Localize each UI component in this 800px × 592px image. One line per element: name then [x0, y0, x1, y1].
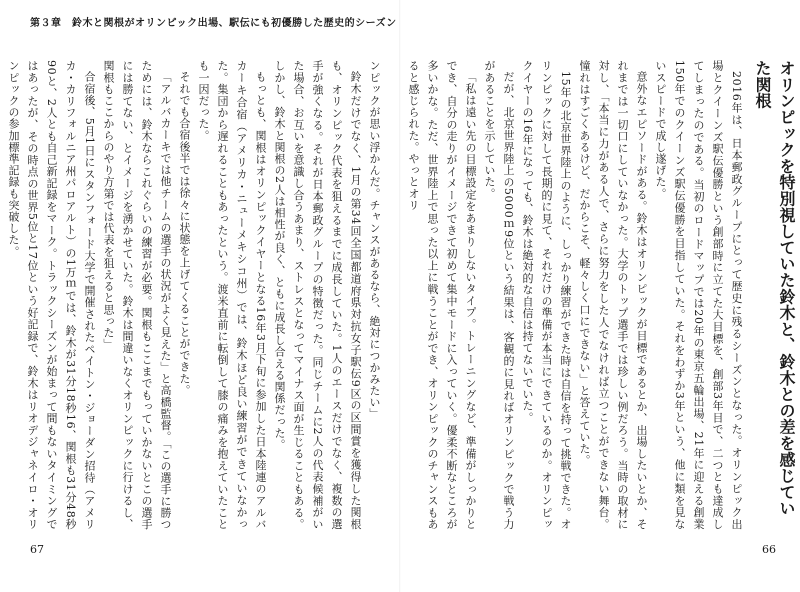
left-paragraph-1: ンピックが思い浮かんだ。チャンスがあるなら、絶対につかみたい」	[368, 60, 381, 420]
left-page-body	[7, 60, 384, 530]
left-paragraph-2: 鈴木だけでなく、1月の第34回全国都道府県対抗女子駅伝9区の区間賞を獲得した関根も、オリンピック代表を狙えるまでに成長していた。1人のエースだけでなく、複数の選手が強くなる。それが日本郵政グループの特徴だった。同じチームに2人の代表候補がいた場合、お互いを意識し合うあまり、ストレスとなってマイナス面が生じることもある。しかし、鈴木と関根の2人は相性が良く、ともに成長し合える関係だった。	[273, 60, 362, 530]
right-paragraph-2: 意外なエピソードがある。鈴木はオリンピックが目標であるとか、出場したいとか、それまでは一切口にしていなかった。大学のトップ選手では珍しい例だろう。当時の取材に対し、「本当に力がある人で、さらに努力をした人でなければ立つことができない舞台。憧れはすごくあるけど、だからこそ、軽々しく口にできない」と答えていた。	[578, 60, 648, 530]
right-page-body	[407, 60, 746, 531]
chapter-header: 第３章 鈴木と関根がオリンピック出場、駅伝にも初優勝した歴史的シーズン	[30, 18, 397, 29]
right-paragraph-5: 「私は遠い先の目標設定をあまりしないタイプ。トレーニングなど、準備がしっかりとでき、自分の走りがイメージできて初めて集中モードに入っていく。優柔不断なところが多いかな。ただ、世界陸上で思った以上に戦うことができ、オリンピックのチャンスもあると感じられた。やっとオリ	[407, 60, 477, 530]
section-title: オリンピックを特別視していた鈴木と、鈴木との差を感じていた関根	[753, 60, 796, 517]
right-paragraph-4: だが、北京世界陸上の5000ｍ9位という結果は、客観的に見ればオリンピックで戦う力があることを示していた。	[483, 60, 515, 530]
right-page	[400, 0, 800, 592]
page-number-right: 66	[762, 543, 776, 556]
right-paragraph-1: 2016年は、日本郵政グループにとって歴史に残るシーズンとなった。オリンピック出場とクイーンズ駅伝優勝という創部時に立てた大目標を、創部3年目で、二つとも達成してしまったのである。当初のロードマップでは20年の東京五輪出場、21年に迎える創業150年でのクイーンズ駅伝優勝を目指していた。それをわずか3年という、他に類を見ないスピードで成し遂げた。	[654, 60, 743, 531]
left-paragraph-3: もっとも、関根はオリンピックイヤーとなる16年3月下旬に参加した日本陸連のアルバカーキ合宿（アメリカ・ニューメキシコ州）では、鈴木ほど良い練習ができていなかった。集団から遅れることもあったという。渡米直前に転倒して膝の痛みを抱えていたことも一因だった。	[197, 60, 267, 530]
right-paragraph-3: 15年の北京世界陸上のように、しっかり練習ができた時は自信を持って挑戦できた。オリンピックに対して長期的に見て、それだけの準備が本当にできているのか。オリンピックイヤーの16年になっても、鈴木は絶対的な自信は持てないでいた。	[521, 60, 572, 530]
page-number-left: 67	[30, 543, 44, 556]
left-paragraph-4: それでも合宿後半では徐々に状態を上げてくることができた。	[178, 71, 191, 396]
left-paragraph-6: 合宿後、5月1日にスタンフォード大学で開催されたペイトン・ジョーダン招待（アメリカ・カリフォルニア州パロアルト）の1万ｍでは、鈴木が31分18秒16、関根も31分48秒90と、2人とも自己新記録をマーク。トラックシーズンが始まって間もないタイミングではあったが、その時点の世界5位と17位という好記録で、鈴木はリオデジャネイロ・オリンピックの参加標準記録も突破した。	[7, 60, 96, 530]
left-paragraph-5: 「アルバカーキでは他チームの選手の状況がよく見えた」と高橋監督。「この選手に勝つためには、鈴木ならこれぐらいの練習が必要。関根もここまでもっていかないとこの選手には勝てない、とイメージを湧かせていた。鈴木は間違いなくオリンピックに行けるし、関根もここからのやり方第では代表を狙えると思った」	[102, 60, 172, 530]
